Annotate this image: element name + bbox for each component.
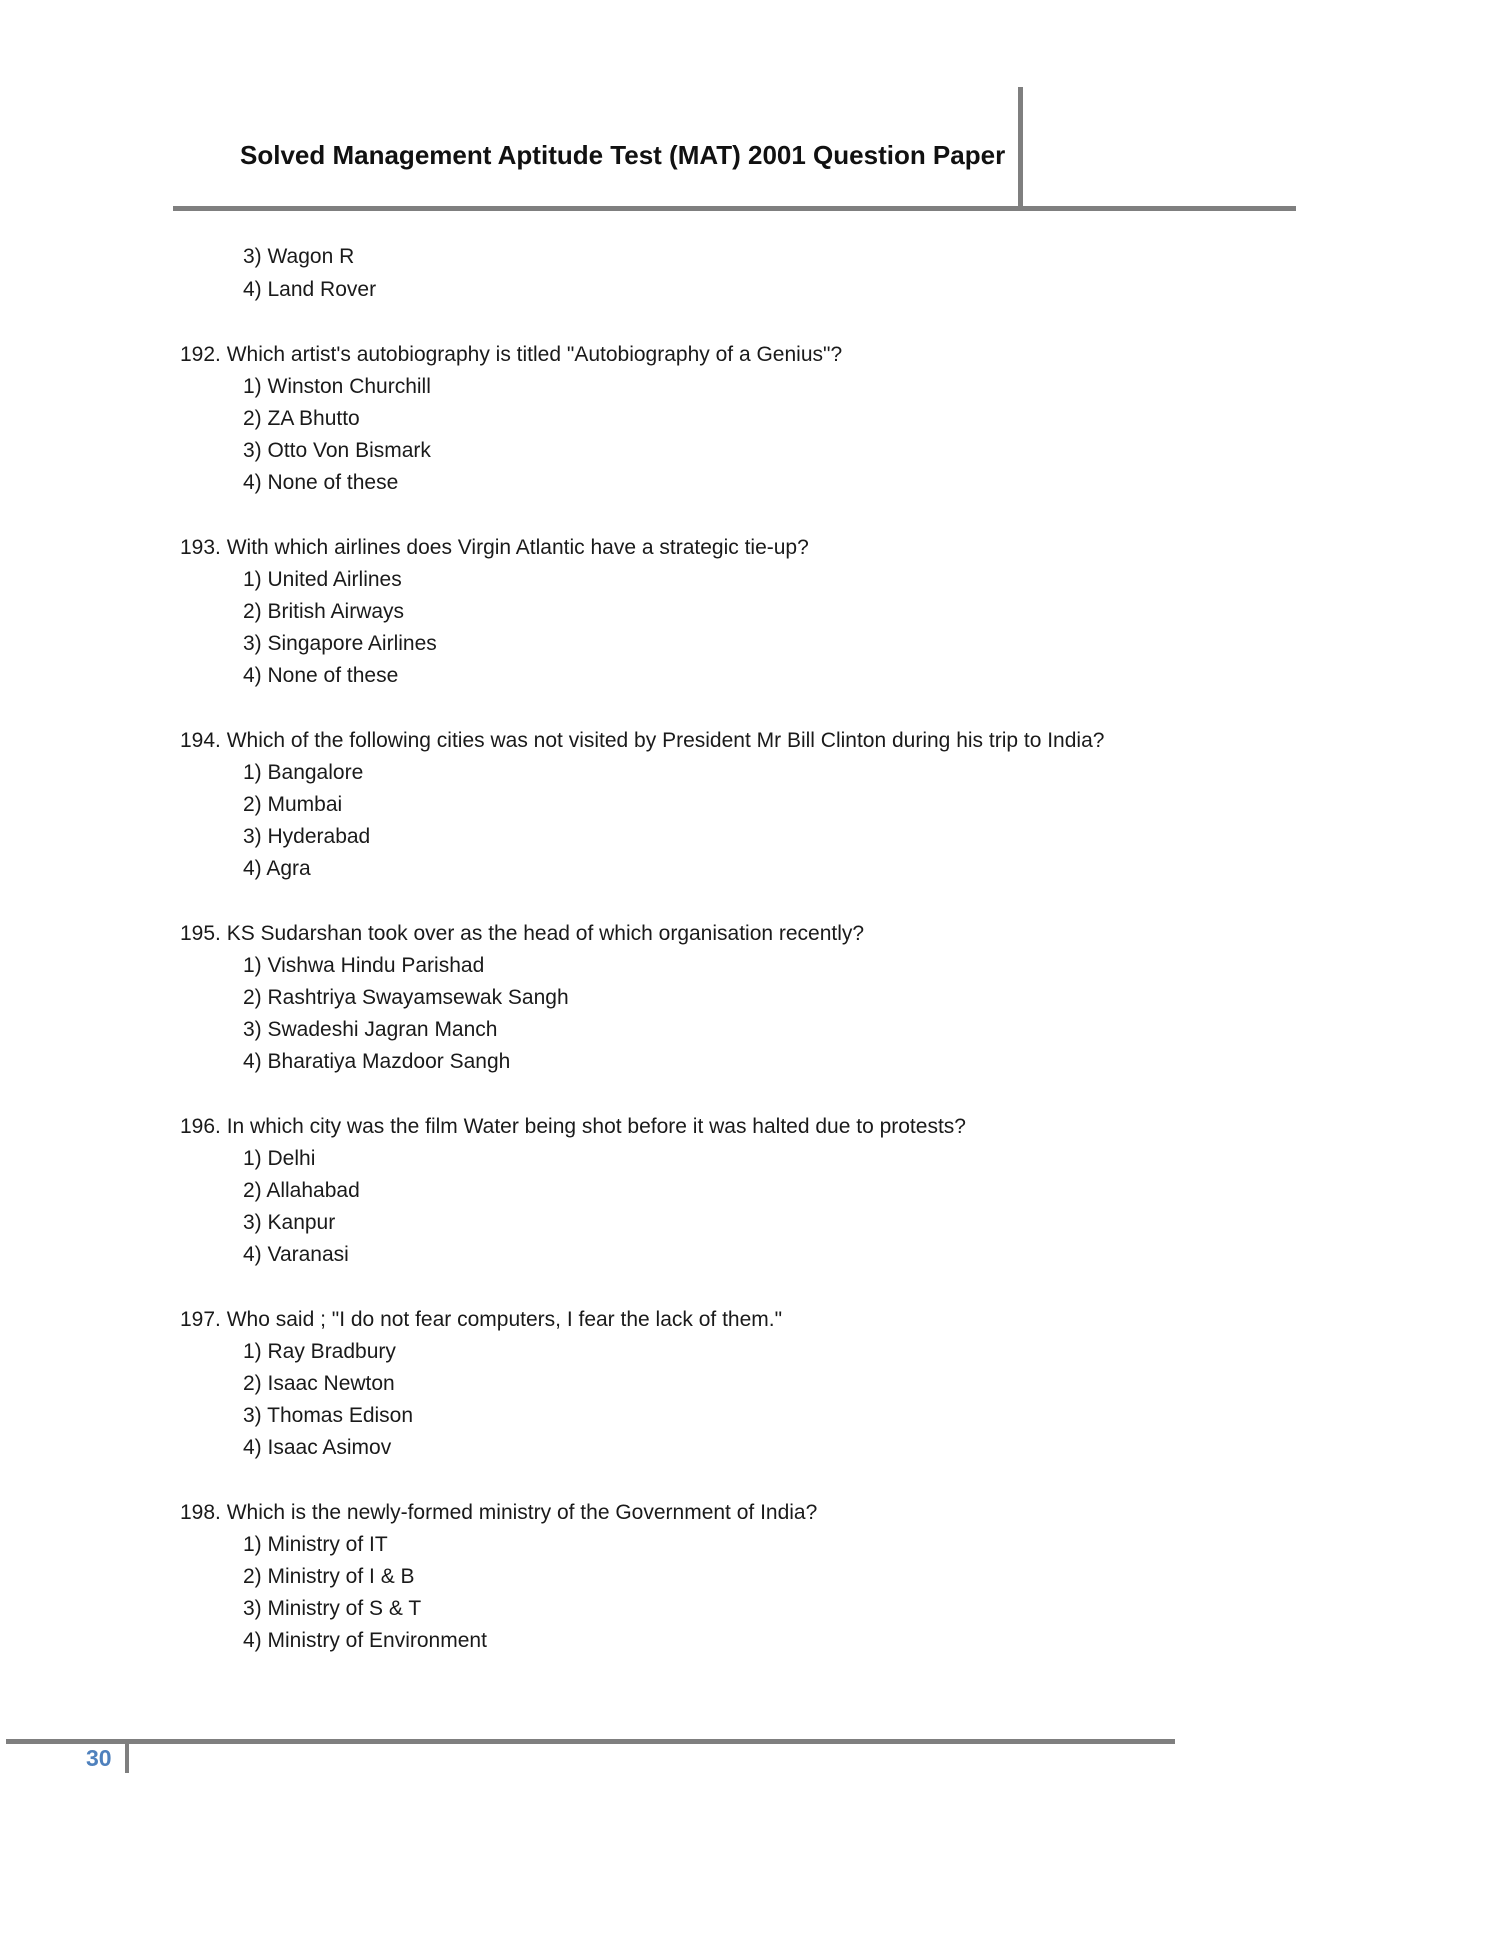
question-196 xyxy=(180,1110,1300,1271)
option-item: 3) Kanpur xyxy=(243,1211,336,1234)
option-item: 4) Isaac Asimov xyxy=(243,1436,392,1459)
question-list xyxy=(180,240,1300,1657)
option-item: 1) Vishwa Hindu Parishad xyxy=(243,954,485,977)
page-number: 30 xyxy=(86,1745,112,1771)
option-item: 4) Land Rover xyxy=(243,278,377,301)
question-198 xyxy=(180,1496,1300,1657)
page-header-title: Solved Management Aptitude Test (MAT) 2001 Question Paper xyxy=(240,140,1006,170)
question-text: 198. Which is the newly-formed ministry of the Government of India? xyxy=(180,1501,818,1524)
footer-vertical-rule xyxy=(125,1743,129,1773)
option-item: 4) Bharatiya Mazdoor Sangh xyxy=(243,1050,511,1073)
option-item: 1) Winston Churchill xyxy=(243,375,431,398)
question-text: 195. KS Sudarshan took over as the head of which organisation recently? xyxy=(180,922,865,945)
question-192 xyxy=(180,338,1300,499)
option-item: 1) Bangalore xyxy=(243,761,364,784)
question-193 xyxy=(180,531,1300,692)
option-item: 3) Swadeshi Jagran Manch xyxy=(243,1018,498,1041)
header-vertical-rule xyxy=(1018,87,1023,209)
option-item: 3) Ministry of S & T xyxy=(243,1597,422,1620)
option-item: 2) ZA Bhutto xyxy=(243,407,360,430)
option-item: 3) Otto Von Bismark xyxy=(243,439,431,462)
option-item: 2) Rashtriya Swayamsewak Sangh xyxy=(243,986,569,1009)
option-item: 1) Delhi xyxy=(243,1147,316,1170)
footer-horizontal-rule xyxy=(6,1739,1175,1744)
option-item: 3) Thomas Edison xyxy=(243,1404,414,1427)
option-item: 2) Isaac Newton xyxy=(243,1372,395,1395)
question-text: 197. Who said ; "I do not fear computers, I fear the lack of them." xyxy=(180,1308,783,1331)
carryover-options xyxy=(243,240,1300,306)
option-item: 4) Varanasi xyxy=(243,1243,349,1266)
option-item: 3) Hyderabad xyxy=(243,825,371,848)
option-item: 4) Agra xyxy=(243,857,311,880)
option-item: 4) Ministry of Environment xyxy=(243,1629,487,1652)
option-item: 1) Ministry of IT xyxy=(243,1533,388,1556)
option-item: 2) Allahabad xyxy=(243,1179,360,1202)
option-item: 2) British Airways xyxy=(243,600,405,623)
question-195 xyxy=(180,917,1300,1078)
question-text: 194. Which of the following cities was not visited by President Mr Bill Clinton during his trip to India? xyxy=(180,729,1105,752)
option-item: 3) Singapore Airlines xyxy=(243,632,437,655)
header-horizontal-rule xyxy=(173,206,1296,211)
question-194 xyxy=(180,724,1300,885)
option-item: 1) Ray Bradbury xyxy=(243,1340,396,1363)
option-item: 2) Mumbai xyxy=(243,793,343,816)
question-text: 193. With which airlines does Virgin Atlantic have a strategic tie-up? xyxy=(180,536,809,559)
option-item: 4) None of these xyxy=(243,664,399,687)
question-text: 192. Which artist's autobiography is titled "Autobiography of a Genius"? xyxy=(180,343,843,366)
option-item: 3) Wagon R xyxy=(243,245,355,268)
option-item: 4) None of these xyxy=(243,471,399,494)
option-item: 1) United Airlines xyxy=(243,568,402,591)
question-text: 196. In which city was the film Water being shot before it was halted due to protests? xyxy=(180,1115,966,1138)
option-item: 2) Ministry of I & B xyxy=(243,1565,415,1588)
question-197 xyxy=(180,1303,1300,1464)
